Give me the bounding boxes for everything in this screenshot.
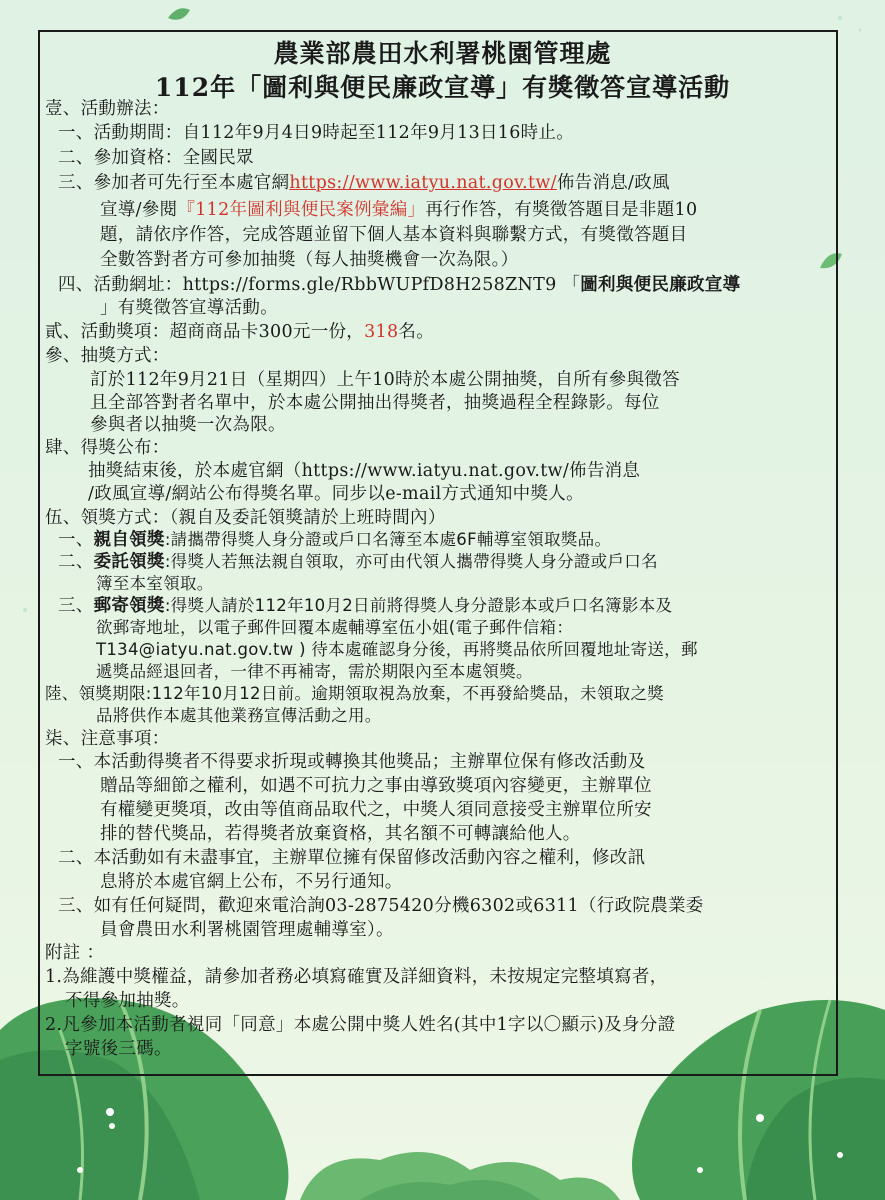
section1-item1: 一、活動期間：自112年9月4日9時起至112年9月13日16時止。 (58, 123, 575, 143)
section7-item3-line1: 三、如有任何疑問，歡迎來電洽詢03-2875420分機6302或6311（行政院農業委 (58, 896, 704, 916)
section7-item2-line1: 二、本活動如有未盡事宜，主辦單位擁有保留修改活動內容之權利，修改訊 (58, 848, 646, 868)
item-number: 一、 (58, 530, 94, 550)
note1-line2: 不得參加抽獎。 (65, 991, 190, 1011)
section5-item3-line3: T134@iatyu.nat.gov.tw ) 待本處確認身分後，再將獎品依所回覆地址寄送，郵 (96, 640, 698, 659)
casebook-reference: 『112年圖利與便民案例彙編」 (177, 200, 426, 220)
section1-item3-line4: 全數答對者方可參加抽獎（每人抽獎機會一次為限。） (100, 250, 519, 270)
section4-line2: /政風宣導/網站公布得獎名單。同步以e-mail方式通知中獎人。 (88, 484, 584, 504)
mail-label: 郵寄領獎 (93, 596, 165, 616)
section7-item2-line2: 息將於本處官網上公布，不另行通知。 (100, 872, 403, 892)
section6-line1: 陸、領獎期限:112年10月12日前。逾期領取視為放棄，不再發給獎品，未領取之獎 (45, 684, 665, 703)
section1-heading: 壹、活動辦法： (45, 99, 170, 119)
prize-unit: 名。 (398, 322, 435, 342)
section6-line2: 品將供作本處其他業務宣傳活動之用。 (96, 706, 382, 725)
section7-item1-line1: 一、本活動得獎者不得要求折現或轉換其他獎品；主辦單位保有修改活動及 (58, 752, 646, 772)
title-organization: 農業部農田水利署桃園管理處 (273, 39, 612, 68)
section5-item2-line2: 簿至本室領取。 (96, 574, 214, 593)
section1-item3-text: 三、參加者可先行至本處官網 (58, 173, 290, 193)
event-name-bold: 圖利與便民廉政宣導 (580, 275, 741, 295)
section1-item3-quiz-text: 再行作答，有獎徵答題目是非題10 (425, 200, 698, 220)
section1-item3-line3: 題，請依序作答，完成答題並留下個人基本資料與聯繫方式，有獎徵答題目 (100, 225, 688, 245)
proxy-text: :得獎人若無法親自領取，亦可由代領人攜帶得獎人身分證或戶口名 (164, 552, 658, 571)
section3-line2: 且全部答對者名單中，於本處公開抽出得獎者，抽獎過程全程錄影。每位 (90, 393, 660, 413)
section5-heading: 伍、領獎方式：（親自及委託領獎請於上班時間內） (45, 508, 446, 528)
section1-item3-path: 佈告消息/政風 (556, 173, 670, 193)
section2-prize (45, 321, 434, 343)
official-site-link[interactable]: https://www.iatyu.nat.gov.tw/ (289, 173, 557, 193)
in-person-text: :請攜帶得獎人身分證或戶口名簿至本處6F輔導室領取獎品。 (164, 530, 612, 549)
section1-item3-line1 (58, 172, 670, 194)
title-event: 112年「圖利與便民廉政宣導」有獎徵答宣導活動 (154, 73, 731, 102)
in-person-label: 親自領獎 (93, 530, 165, 550)
event-url-link[interactable]: 四、活動網址：https://forms.gle/RbbWUPfD8H258ZNT9 「 (58, 275, 581, 295)
proxy-label: 委託領獎 (93, 552, 165, 572)
item-number: 二、 (58, 552, 94, 572)
section2-text: 貳、活動獎項：超商商品卡300元一份， (45, 322, 365, 342)
note1-line1: 1.為維護中獎權益，請參加者務必填寫確實及詳細資料，未按規定完整填寫者， (45, 967, 668, 987)
prize-count: 318 (364, 322, 399, 342)
section5-item3-line4: 遞獎品經退回者，一律不再補寄，需於期限內至本處領獎。 (96, 662, 533, 681)
section3-line1: 訂於112年9月21日（星期四）上午10時於本處公開抽獎，自所有參與徵答 (90, 370, 680, 390)
section4-line1: 抽獎結束後，於本處官網（https://www.iatyu.nat.gov.tw/佈告消息 (88, 461, 641, 481)
section1-item2: 二、參加資格：全國民眾 (58, 148, 254, 168)
section5-item3 (58, 595, 672, 617)
note2-line2: 字號後三碼。 (65, 1039, 172, 1059)
mail-text: :得獎人請於112年10月2日前將得獎人身分證影本或戶口名簿影本及 (164, 596, 673, 615)
section5-item1 (58, 529, 611, 551)
section7-heading: 柒、注意事項： (45, 729, 170, 749)
section1-item3-ref-prefix: 宣導/參閱 (100, 200, 178, 220)
small-leaf-icon (168, 8, 190, 20)
section3-heading: 參、抽獎方式： (45, 346, 170, 366)
notes-heading: 附註 ： (45, 943, 105, 963)
section3-line3: 參與者以抽獎一次為限。 (90, 415, 286, 435)
section1-item4-line1 (58, 274, 740, 296)
section1-item3-line2 (100, 199, 697, 221)
section7-item3-line2: 員會農田水利署桃園管理處輔導室）。 (100, 920, 394, 940)
section7-item1-line3: 有權變更獎項，改由等值商品取代之，中獎人須同意接受主辦單位所安 (100, 800, 652, 820)
item-number: 三、 (58, 596, 94, 616)
section1-item4-line2: 」有獎徵答宣導活動。 (100, 298, 278, 318)
section4-heading: 肆、得獎公布： (45, 438, 170, 458)
section7-item1-line4: 排的替代獎品，若得獎者放棄資格，其名額不可轉讓給他人。 (100, 824, 581, 844)
section7-item1-line2: 贈品等細節之權利，如遇不可抗力之事由導致獎項內容變更，主辦單位 (100, 776, 652, 796)
section5-item2 (58, 551, 658, 573)
note2-line1: 2.凡參加本活動者視同「同意」本處公開中獎人姓名(其中1字以〇顯示)及身分證 (45, 1015, 676, 1035)
section5-item3-line2: 欲郵寄地址，以電子郵件回覆本處輔導室伍小姐(電子郵件信箱： (96, 618, 574, 637)
